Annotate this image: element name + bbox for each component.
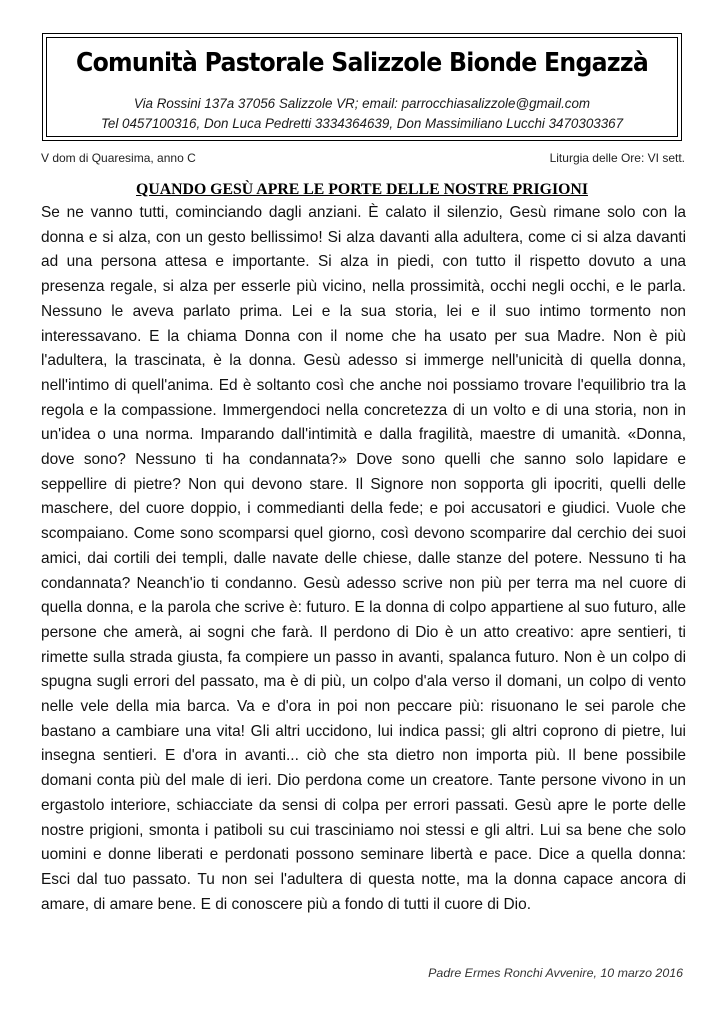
liturgy-of-hours: Liturgia delle Ore: VI sett.: [549, 151, 685, 165]
article-body: Se ne vanno tutti, cominciando dagli anziani. È calato il silenzio, Gesù rimane solo con la donna e si alza, con un gesto bellissimo! Si alza davanti alla adultera, come ci si alza davanti ad una persona attesa e importante. Si alza in piedi, con tutto il rispetto dovuto a una presenza regale, si alza per esserle più vicino, nella prossimità, occhi negli occhi, e le parla. Nessuno le aveva parlato prima. Lei e la sua storia, lei e il suo intimo tormento non interessavano. E la chiama Donna con il nome che ha usato per sua Madre. Non è più l'adultera, la trascinata, è la donna. Gesù adesso si immerge nell'unicità di quella donna, nell'intimo di quell'anima. Ed è soltanto così che anche noi possiamo trovare l'equilibrio tra la regola e la compassione. Immergendoci nella concretezza di un volto e di una storia, non in un'idea o una norma. Imparando dall'intimità e dalla fragilità, maestre di umanità. «Donna, dove sono? Nessuno ti ha condannata?» Dove sono quelli che sanno solo lapidare e seppellire di pietre? Non qui devono stare. Il Signore non sopporta gli ipocriti, quelli delle maschere, del cuore doppio, i commedianti della fede; e poi accusatori e giudici. Vuole che scompaiano. Come sono scomparsi quel giorno, così devono scomparire dal cerchio dei suoi amici, dai cortili dei templi, dalle navate delle chiese, dalle stanze del potere. Nessuno ti ha condannata? Neanch'io ti condanno. Gesù adesso scrive non più per terra ma nel cuore di quella donna, e la parola che scrive è: futuro. E la donna di colpo appartiene al suo futuro, alle persone che amerà, ai sogni che farà. Il perdono di Dio è un atto creativo: apre sentieri, ti rimette sulla strada giusta, fa compiere un passo in avanti, spalanca futuro. Non è un colpo di spugna sugli errori del passato, ma è di più, un colpo d'ala verso il domani, un colpo di vento nelle vele della mia barca. Va e d'ora in poi non peccare più: risuonano le sei parole che bastano a cambiare una vita! Gli altri uccidono, lui indica passi; gli altri coprono di pietre, lui insegna sentieri. E d'ora in avanti... ciò che sta dietro non importa più. Il bene possibile domani conta più del male di ieri. Dio perdona come un creatore. Tante persone vivono in un ergastolo interiore, schiacciate da sensi di colpa per errori passati. Gesù apre le porte delle nostre prigioni, smonta i patiboli su cui trasciniamo noi stessi e gli altri. Lui sa bene che solo uomini e donne liberati e perdonati possono seminare libertà e pace. Dice a quella donna: Esci dal tuo passato. Tu non sei l'adultera di questa notte, ma la donna capace ancora di amare, di amare bene. E di conoscere più a fondo di tutti il cuore di Dio.: [41, 204, 686, 913]
parish-title: Comunità Pastorale Salizzole Bionde Engazzà: [75, 48, 649, 78]
header-box: [42, 33, 682, 141]
liturgical-day: V dom di Quaresima, anno C: [41, 151, 196, 165]
parish-address: Via Rossini 137a 37056 Salizzole VR; email: parrocchiasalizzole@gmail.com: [133, 96, 591, 111]
parish-contacts: Tel 0457100316, Don Luca Pedretti 3334364639, Don Massimiliano Lucchi 3470303367: [100, 116, 624, 131]
article-title: QUANDO GESÙ APRE LE PORTE DELLE NOSTRE PRIGIONI: [136, 181, 588, 198]
article-signature: Padre Ermes Ronchi Avvenire, 10 marzo 2016: [428, 966, 683, 980]
